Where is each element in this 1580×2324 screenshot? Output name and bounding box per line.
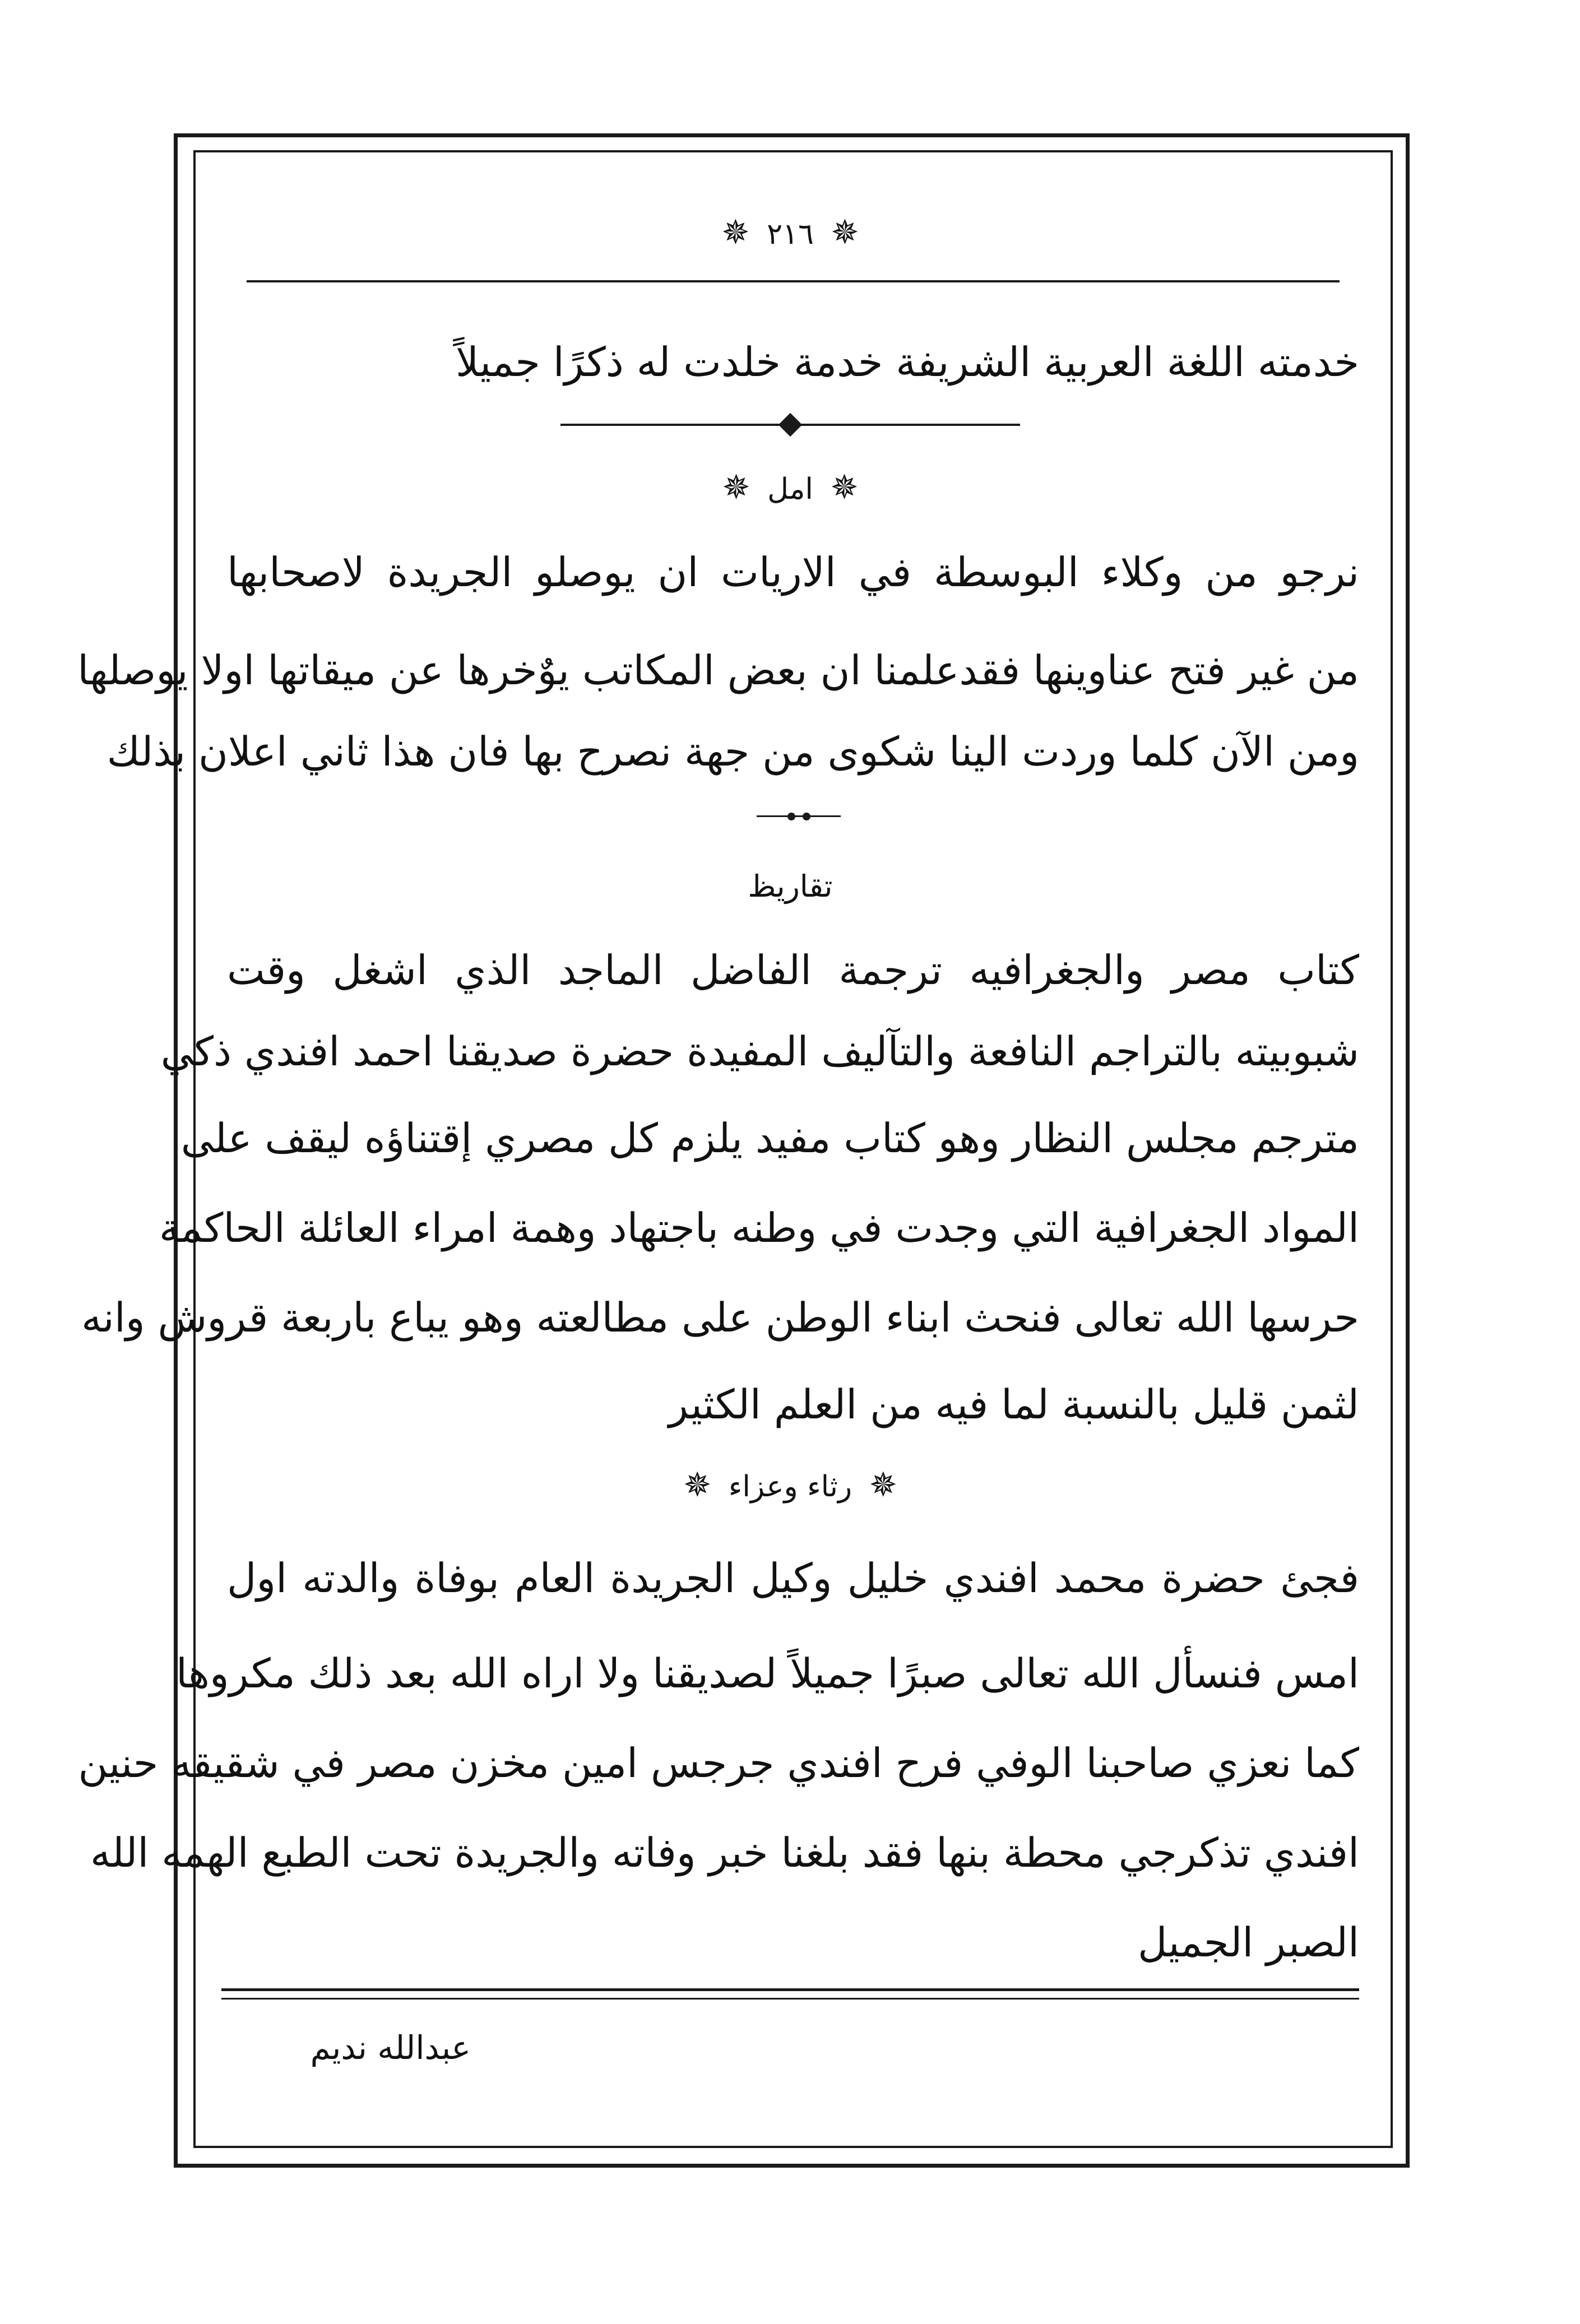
ornament-icon: ✵ xyxy=(869,1465,897,1505)
ornament-icon: ✵ xyxy=(722,468,750,507)
section-taqariz-heading: تقاريظ xyxy=(748,869,833,904)
heading-text: رثاء وعزاء xyxy=(728,1470,852,1504)
taqariz-line: حرسها الله تعالى فنحث ابناء الوطن على مطالعته وهو يباع باربعة قروش وانه xyxy=(81,1294,1359,1341)
separator-dot-icon xyxy=(787,813,795,820)
header-rule xyxy=(247,280,1340,282)
amal-line: نرجو من وكلاء البوسطة في الاريات ان يوصلو الجريدة لاصحابها xyxy=(227,549,1359,596)
ritha-line: امس فنسأل الله تعالى صبرًا جميلاً لصديقنا ولا اراه الله بعد ذلك مكروها xyxy=(175,1650,1359,1697)
ritha-line: افندي تذكرجي محطة بنها فقد بلغنا خبر وفاته والجريدة تحت الطبع الهمه الله xyxy=(90,1829,1359,1876)
ritha-line: الصبر الجميل xyxy=(1137,1919,1359,1966)
taqariz-line: مترجم مجلس النظار وهو كتاب مفيد يلزم كل مصري إقتناؤه ليقف على xyxy=(180,1115,1359,1162)
ritha-line: فجئ حضرة محمد افندي خليل وكيل الجريدة العام بوفاة والدته اول xyxy=(227,1555,1359,1602)
taqariz-line: المواد الجغرافية التي وجدت في وطنه باجتهاد وهمة امراء العائلة الحاكمة xyxy=(159,1204,1359,1251)
footer-rule-bottom xyxy=(221,1998,1359,2000)
section-amal-heading xyxy=(235,468,1345,507)
separator-dot-icon xyxy=(803,813,810,820)
page-header xyxy=(235,213,1345,252)
ritha-line: كما نعزي صاحبنا الوفي فرح افندي جرجس امين مخزن مصر في شقيقه حنين xyxy=(78,1739,1359,1787)
footer-rule-top xyxy=(221,1988,1359,1991)
page-number: ٢١٦ xyxy=(767,217,814,251)
taqariz-line: شبوبيته بالتراجم النافعة والتآليف المفيدة حضرة صديقنا احمد افندي ذكي xyxy=(160,1028,1359,1075)
amal-line: من غير فتح عناوينها فقدعلمنا ان بعض المكاتب يوٌخرها عن ميقاتها اولا يوصلها xyxy=(77,647,1359,694)
section-ritha-heading xyxy=(235,1465,1345,1505)
taqariz-line: لثمن قليل بالنسبة لما فيه من العلم الكثير xyxy=(669,1381,1359,1428)
taqariz-line: كتاب مصر والجغرافيه ترجمة الفاضل الماجد الذي اشغل وقت xyxy=(227,947,1359,994)
heading-text: امل xyxy=(767,472,813,506)
ornament-icon: ✵ xyxy=(831,213,859,252)
small-separator xyxy=(757,815,841,817)
ornament-icon: ✵ xyxy=(683,1465,712,1505)
ornament-icon: ✵ xyxy=(830,468,859,507)
ornament-icon: ✵ xyxy=(721,213,750,252)
signature: عبدالله نديم xyxy=(310,2029,471,2067)
amal-line: ومن الآن كلما وردت الينا شكوى من جهة نصرح بها فان هذا ثاني اعلان بذلك xyxy=(106,728,1359,775)
intro-line: خدمته اللغة العربية الشريفة خدمة خلدت له ذكرًا جميلاً xyxy=(456,338,1359,386)
